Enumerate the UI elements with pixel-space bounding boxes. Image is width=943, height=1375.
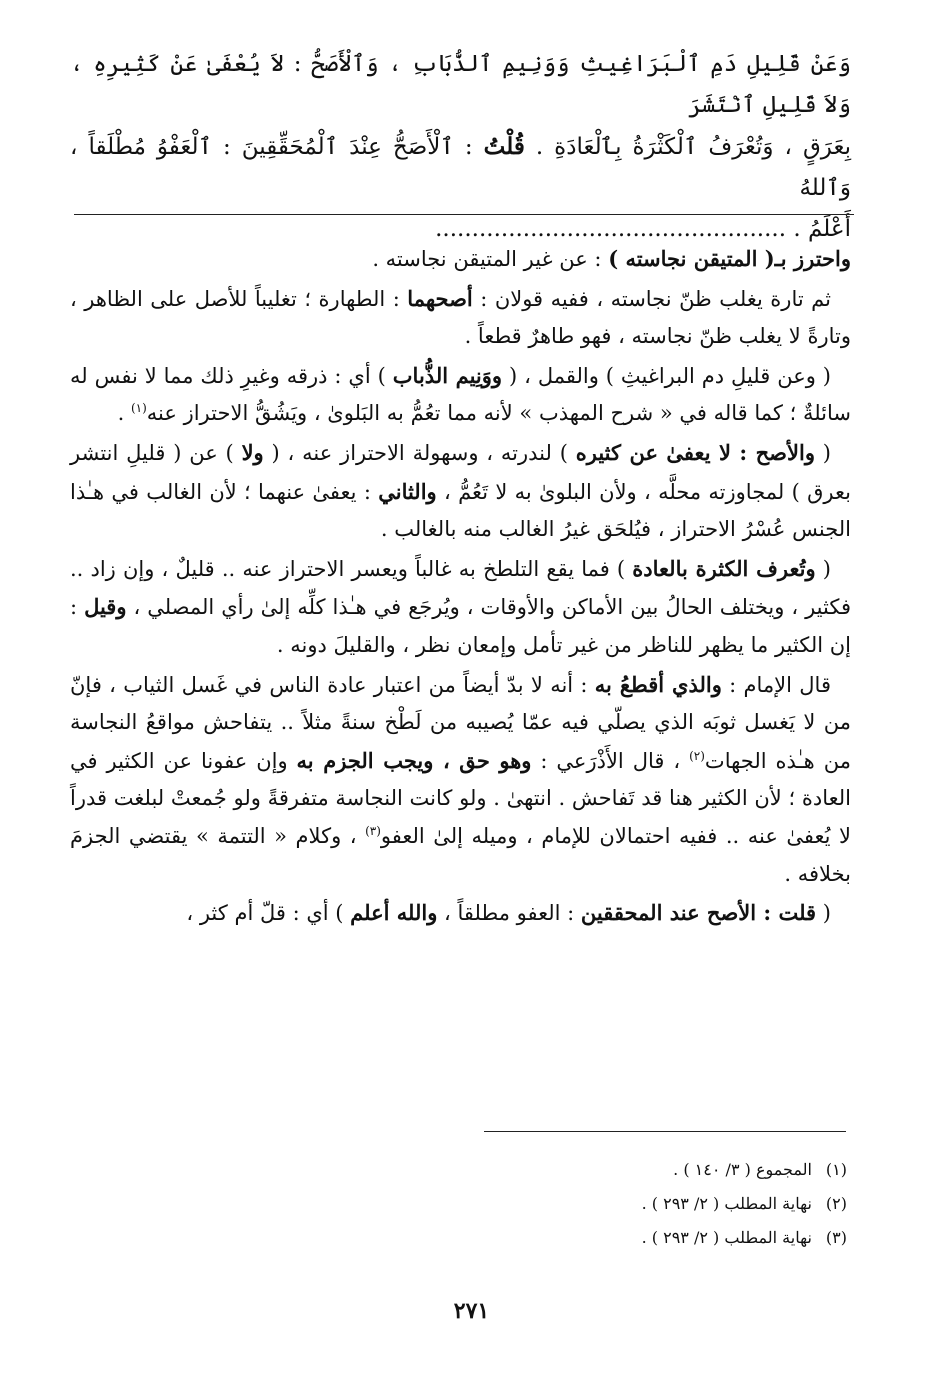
bold-phrase: أصحهما bbox=[407, 285, 473, 311]
commentary-text: ( bbox=[822, 440, 831, 465]
bold-phrase: وقيل bbox=[84, 594, 127, 620]
main-text-line-1: وَعَنْ قَلِيلِ دَمِ ٱلْبَرَاغِيثِ وَوَنِيمِ ٱلذُّبَابِ ، وَٱلْأَصَحُّ : لاَ يُعْفَىٰ عَنْ كَثِيرِهِ ، وَلاَ قَلِيلِ ٱنْتَشَرَ bbox=[70, 51, 851, 118]
main-text-line bbox=[70, 126, 851, 209]
footnote-text: نهاية المطلب ( ٢/ ٢٩٣ ) . bbox=[641, 1228, 812, 1247]
main-text-line-3: أَعْلَمُ . bbox=[793, 216, 851, 242]
footnote bbox=[447, 1187, 847, 1221]
commentary-text: ) عن ( قليلِ انتشر بعرق ) لمجاوزته محلَّه ، ولأن البلوىٰ به لا تَعُمُّ ، bbox=[70, 440, 851, 504]
commentary-paragraph-1 bbox=[70, 240, 851, 279]
bold-phrase: قلت : الأصح عند المحققين bbox=[580, 900, 817, 926]
bold-phrase: ووَنِيم الذُّباب bbox=[392, 362, 503, 388]
footnote bbox=[447, 1153, 847, 1187]
commentary-text: : يعفىٰ عنهما ؛ لأن الغالب في هـٰذا الجنس عُسْرُ الاحتراز ، فيُلحَق غيرُ الغالب منه بالغالب . bbox=[70, 479, 851, 542]
footnote-marker: (٢) bbox=[689, 748, 705, 763]
commentary-paragraph-7 bbox=[70, 894, 851, 933]
bold-phrase: والذي أقطعُ به bbox=[594, 671, 722, 697]
footnote-marker: (٣) bbox=[365, 823, 381, 838]
qult-keyword: قُلْتُ bbox=[483, 133, 525, 160]
bold-phrase: واحترز بـ( المتيقن نجاسته ) bbox=[608, 246, 851, 271]
page-number: ٢٧١ bbox=[453, 1298, 490, 1324]
main-text-line bbox=[70, 44, 851, 126]
commentary-paragraph-2 bbox=[70, 280, 851, 356]
main-text-line-2b: : ٱلْأَصَحُّ عِنْدَ ٱلْمُحَقِّقِينَ : ٱلْعَفْوُ مُطْلَقاً ، وَٱللهُ bbox=[70, 134, 851, 201]
commentary-text: ) فما يقع التلطخ به غالباً ويعسر الاحتراز عنه .. قليلٌ ، وإن زاد .. فكثير ، ويختلف الحالُ بين الأماكن والأوقات ، ويُرجَع في هـٰذا كلِّه إلىٰ رأي المصلي ، bbox=[70, 556, 851, 620]
footnote-divider bbox=[484, 1131, 846, 1132]
commentary-text: ) أي : ذرقه وغيرِ ذلك مما لا نفس له سائلةٌ ؛ كما قاله في « شرح المهذب » لأنه مما تعُمُّ به البَلوىٰ ، ويَشُقُّ الاحتراز عنه bbox=[70, 363, 851, 426]
dotted-leader: ................................................ bbox=[435, 216, 787, 242]
commentary-text: وإن عفونا عن الكثير في العادة ؛ لأن الكثير هنا قد تَفاحش . انتهىٰ . ولو كانت النجاسة متفرقةً ولو جُمعتْ لبلغت قدراً لا يُعفىٰ عنه .. ففيه احتمالان للإمام ، وميله إلىٰ العفو bbox=[70, 748, 851, 848]
commentary-paragraph-3 bbox=[70, 357, 851, 433]
footnote-marker: (١) bbox=[130, 401, 147, 416]
commentary-text: : العفو مطلقاً ، bbox=[444, 901, 575, 926]
bold-phrase: والثاني bbox=[378, 478, 437, 504]
commentary-text: . bbox=[117, 401, 125, 426]
commentary-paragraph-6 bbox=[70, 666, 851, 894]
commentary-text: ثم تارة يغلب ظنّ نجاسته ، ففيه قولان : bbox=[480, 286, 831, 311]
commentary-text: ( bbox=[822, 556, 831, 581]
commentary-text: ( وعن قليلِ دم البراغيثِ ) والقمل ، ( bbox=[509, 363, 831, 388]
footnote-number: (١) bbox=[825, 1160, 847, 1179]
commentary-text: ، وكلام « التتمة » يقتضي الجزمَ بخلافه . bbox=[70, 823, 851, 886]
commentary-text: ) أي : قلّ أم كثر ، bbox=[186, 901, 344, 926]
commentary-text: ) لندرته ، وسهولة الاحتراز عنه ، ( bbox=[271, 440, 568, 465]
bold-phrase: وهو حق ، ويجب الجزم به bbox=[296, 747, 532, 773]
commentary-text: : أنه لا بدّ أيضاً من اعتبار عادة الناس في غَسل الثياب ، فإنّ من لا يَغسل ثوبَه الذي يصلّي فيه عمّا يُصيبه من لَطْخ سنةً مثلاً .. يتفاحش مواقعُ النجاسة من هـٰذه الجهات bbox=[70, 672, 851, 773]
footnote bbox=[447, 1221, 847, 1255]
commentary-text: قال الإمام : bbox=[729, 672, 831, 697]
commentary-text: : إن الكثير ما يظهر للناظر من غير تأمل وإمعان نظر ، والقليلَ دونه . bbox=[70, 595, 851, 657]
commentary-text: : الطهارة ؛ تغليباً للأصل على الظاهر ، وتارةً لا يغلب ظنّ نجاسته ، فهو طاهرٌ قطعاً . bbox=[70, 286, 851, 349]
bold-phrase: وتُعرف الكثرة بالعادة bbox=[632, 555, 816, 581]
main-text bbox=[70, 44, 851, 250]
footnote-number: (٣) bbox=[825, 1228, 847, 1247]
commentary-paragraph-4 bbox=[70, 434, 851, 549]
footnote-text: المجموع ( ٣/ ١٤٠ ) . bbox=[673, 1160, 812, 1179]
bold-phrase: والأصح : لا يعفىٰ عن كثيره bbox=[575, 439, 815, 465]
footnote-number: (٢) bbox=[825, 1194, 847, 1213]
commentary bbox=[70, 240, 851, 934]
commentary-paragraph-5 bbox=[70, 550, 851, 665]
footnote-text: نهاية المطلب ( ٢/ ٢٩٣ ) . bbox=[641, 1194, 812, 1213]
commentary-text: ( bbox=[822, 901, 831, 926]
main-text-line-2a: بِعَرَقٍ ، وَتُعْرَفُ ٱلْكَثْرَةُ بِٱلْعَادَةِ . bbox=[535, 134, 851, 160]
bold-phrase: ولا bbox=[241, 439, 264, 465]
bold-phrase: والله أعلم bbox=[350, 900, 438, 926]
section-divider bbox=[74, 214, 854, 215]
footnotes bbox=[447, 1153, 847, 1255]
commentary-text: ، قال الأَذْرَعي : bbox=[540, 748, 681, 773]
commentary-text: : عن غير المتيقن نجاسته . bbox=[372, 247, 602, 271]
